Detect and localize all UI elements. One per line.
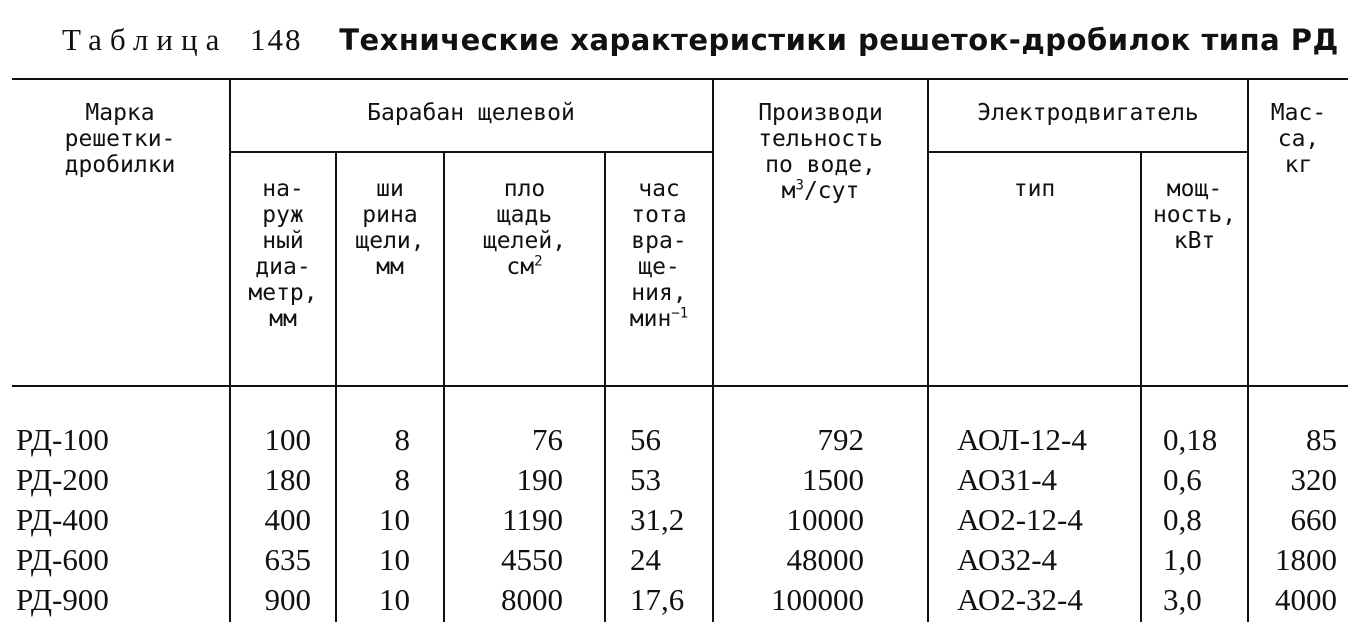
header-slot-width: ши рина щели, мм bbox=[355, 176, 425, 280]
header-capacity bbox=[714, 100, 927, 204]
header-rotation-text: час тота вра- ще- ния, мин bbox=[629, 176, 687, 332]
cell-mass: 4000 bbox=[1275, 582, 1337, 617]
cell-capacity: 792 bbox=[817, 422, 864, 457]
header-capacity-tail: /сут bbox=[803, 178, 860, 204]
cell-motor-type: АОЛ-12-4 bbox=[957, 422, 1087, 457]
cell-capacity: 1500 bbox=[802, 462, 864, 497]
cell-rotation: 31,2 bbox=[630, 502, 685, 537]
header-bottom-rule bbox=[12, 385, 1348, 387]
cell-area: 8000 bbox=[501, 582, 563, 617]
cell-area: 1190 bbox=[502, 502, 563, 537]
header-capacity-sup: 3 bbox=[795, 177, 804, 194]
header-slot-area-text: пло щадь щелей, см bbox=[482, 176, 567, 280]
cell-mass: 85 bbox=[1306, 422, 1337, 457]
header-motor-type: тип bbox=[1013, 176, 1056, 202]
cell-area: 4550 bbox=[501, 542, 563, 577]
header-slot-area bbox=[445, 176, 604, 280]
cell-area: 76 bbox=[532, 422, 563, 457]
cell-diameter: 400 bbox=[264, 502, 311, 537]
cell-diameter: 635 bbox=[264, 542, 311, 577]
top-rule bbox=[12, 78, 1348, 80]
caption-number: 148 bbox=[250, 22, 303, 57]
cell-mark: РД-100 bbox=[16, 422, 109, 457]
cell-power: 1,0 bbox=[1163, 542, 1202, 577]
cell-motor-type: АО32-4 bbox=[957, 542, 1058, 577]
cell-power: 3,0 bbox=[1163, 582, 1202, 617]
table-caption bbox=[62, 22, 1339, 58]
drum-subheader-rule bbox=[231, 151, 713, 153]
header-mark: Марка решетки- дробилки bbox=[64, 100, 176, 178]
cell-capacity: 100000 bbox=[771, 582, 864, 617]
caption-label: Таблица bbox=[62, 22, 228, 57]
cell-rotation: 17,6 bbox=[630, 582, 685, 617]
header-rotation bbox=[606, 176, 712, 332]
motor-subheader-rule bbox=[929, 151, 1247, 153]
cell-power: 0,18 bbox=[1163, 422, 1218, 457]
caption-title: Технические характеристики решеток-дробилок типа РД bbox=[339, 23, 1339, 57]
cell-motor-type: АО31-4 bbox=[957, 462, 1058, 497]
cell-rotation: 24 bbox=[630, 542, 661, 577]
col-divider-6 bbox=[927, 79, 929, 622]
cell-width: 8 bbox=[394, 422, 410, 457]
cell-mass: 1800 bbox=[1275, 542, 1337, 577]
cell-rotation: 56 bbox=[630, 422, 661, 457]
cell-power: 0,6 bbox=[1163, 462, 1202, 497]
header-mass: Мас- са, кг bbox=[1270, 100, 1327, 178]
header-drum: Барабан щелевой bbox=[367, 100, 575, 126]
header-rotation-sup: −1 bbox=[671, 305, 689, 322]
cell-width: 10 bbox=[379, 502, 410, 537]
cell-diameter: 900 bbox=[264, 582, 311, 617]
cell-capacity: 10000 bbox=[786, 502, 864, 537]
cell-area: 190 bbox=[516, 462, 563, 497]
cell-mark: РД-200 bbox=[16, 462, 109, 497]
cell-rotation: 53 bbox=[630, 462, 661, 497]
cell-mark: РД-400 bbox=[16, 502, 109, 537]
cell-width: 8 bbox=[394, 462, 410, 497]
header-capacity-text: Производи тельность по воде, м bbox=[758, 100, 883, 204]
header-slot-area-sup: 2 bbox=[534, 253, 543, 270]
cell-diameter: 180 bbox=[264, 462, 311, 497]
cell-power: 0,8 bbox=[1163, 502, 1202, 537]
cell-width: 10 bbox=[379, 582, 410, 617]
cell-mark: РД-900 bbox=[16, 582, 109, 617]
header-motor-power: мощ- ность, кВт bbox=[1152, 176, 1237, 254]
cell-mark: РД-600 bbox=[16, 542, 109, 577]
cell-motor-type: АО2-32-4 bbox=[957, 582, 1083, 617]
header-motor: Электродвигатель bbox=[977, 100, 1199, 126]
cell-capacity: 48000 bbox=[786, 542, 864, 577]
cell-diameter: 100 bbox=[264, 422, 311, 457]
header-outer-diameter: на- руж ный диа- метр, мм bbox=[248, 176, 318, 332]
cell-width: 10 bbox=[379, 542, 410, 577]
cell-mass: 660 bbox=[1290, 502, 1337, 537]
cell-mass: 320 bbox=[1290, 462, 1337, 497]
cell-motor-type: АО2-12-4 bbox=[957, 502, 1083, 537]
